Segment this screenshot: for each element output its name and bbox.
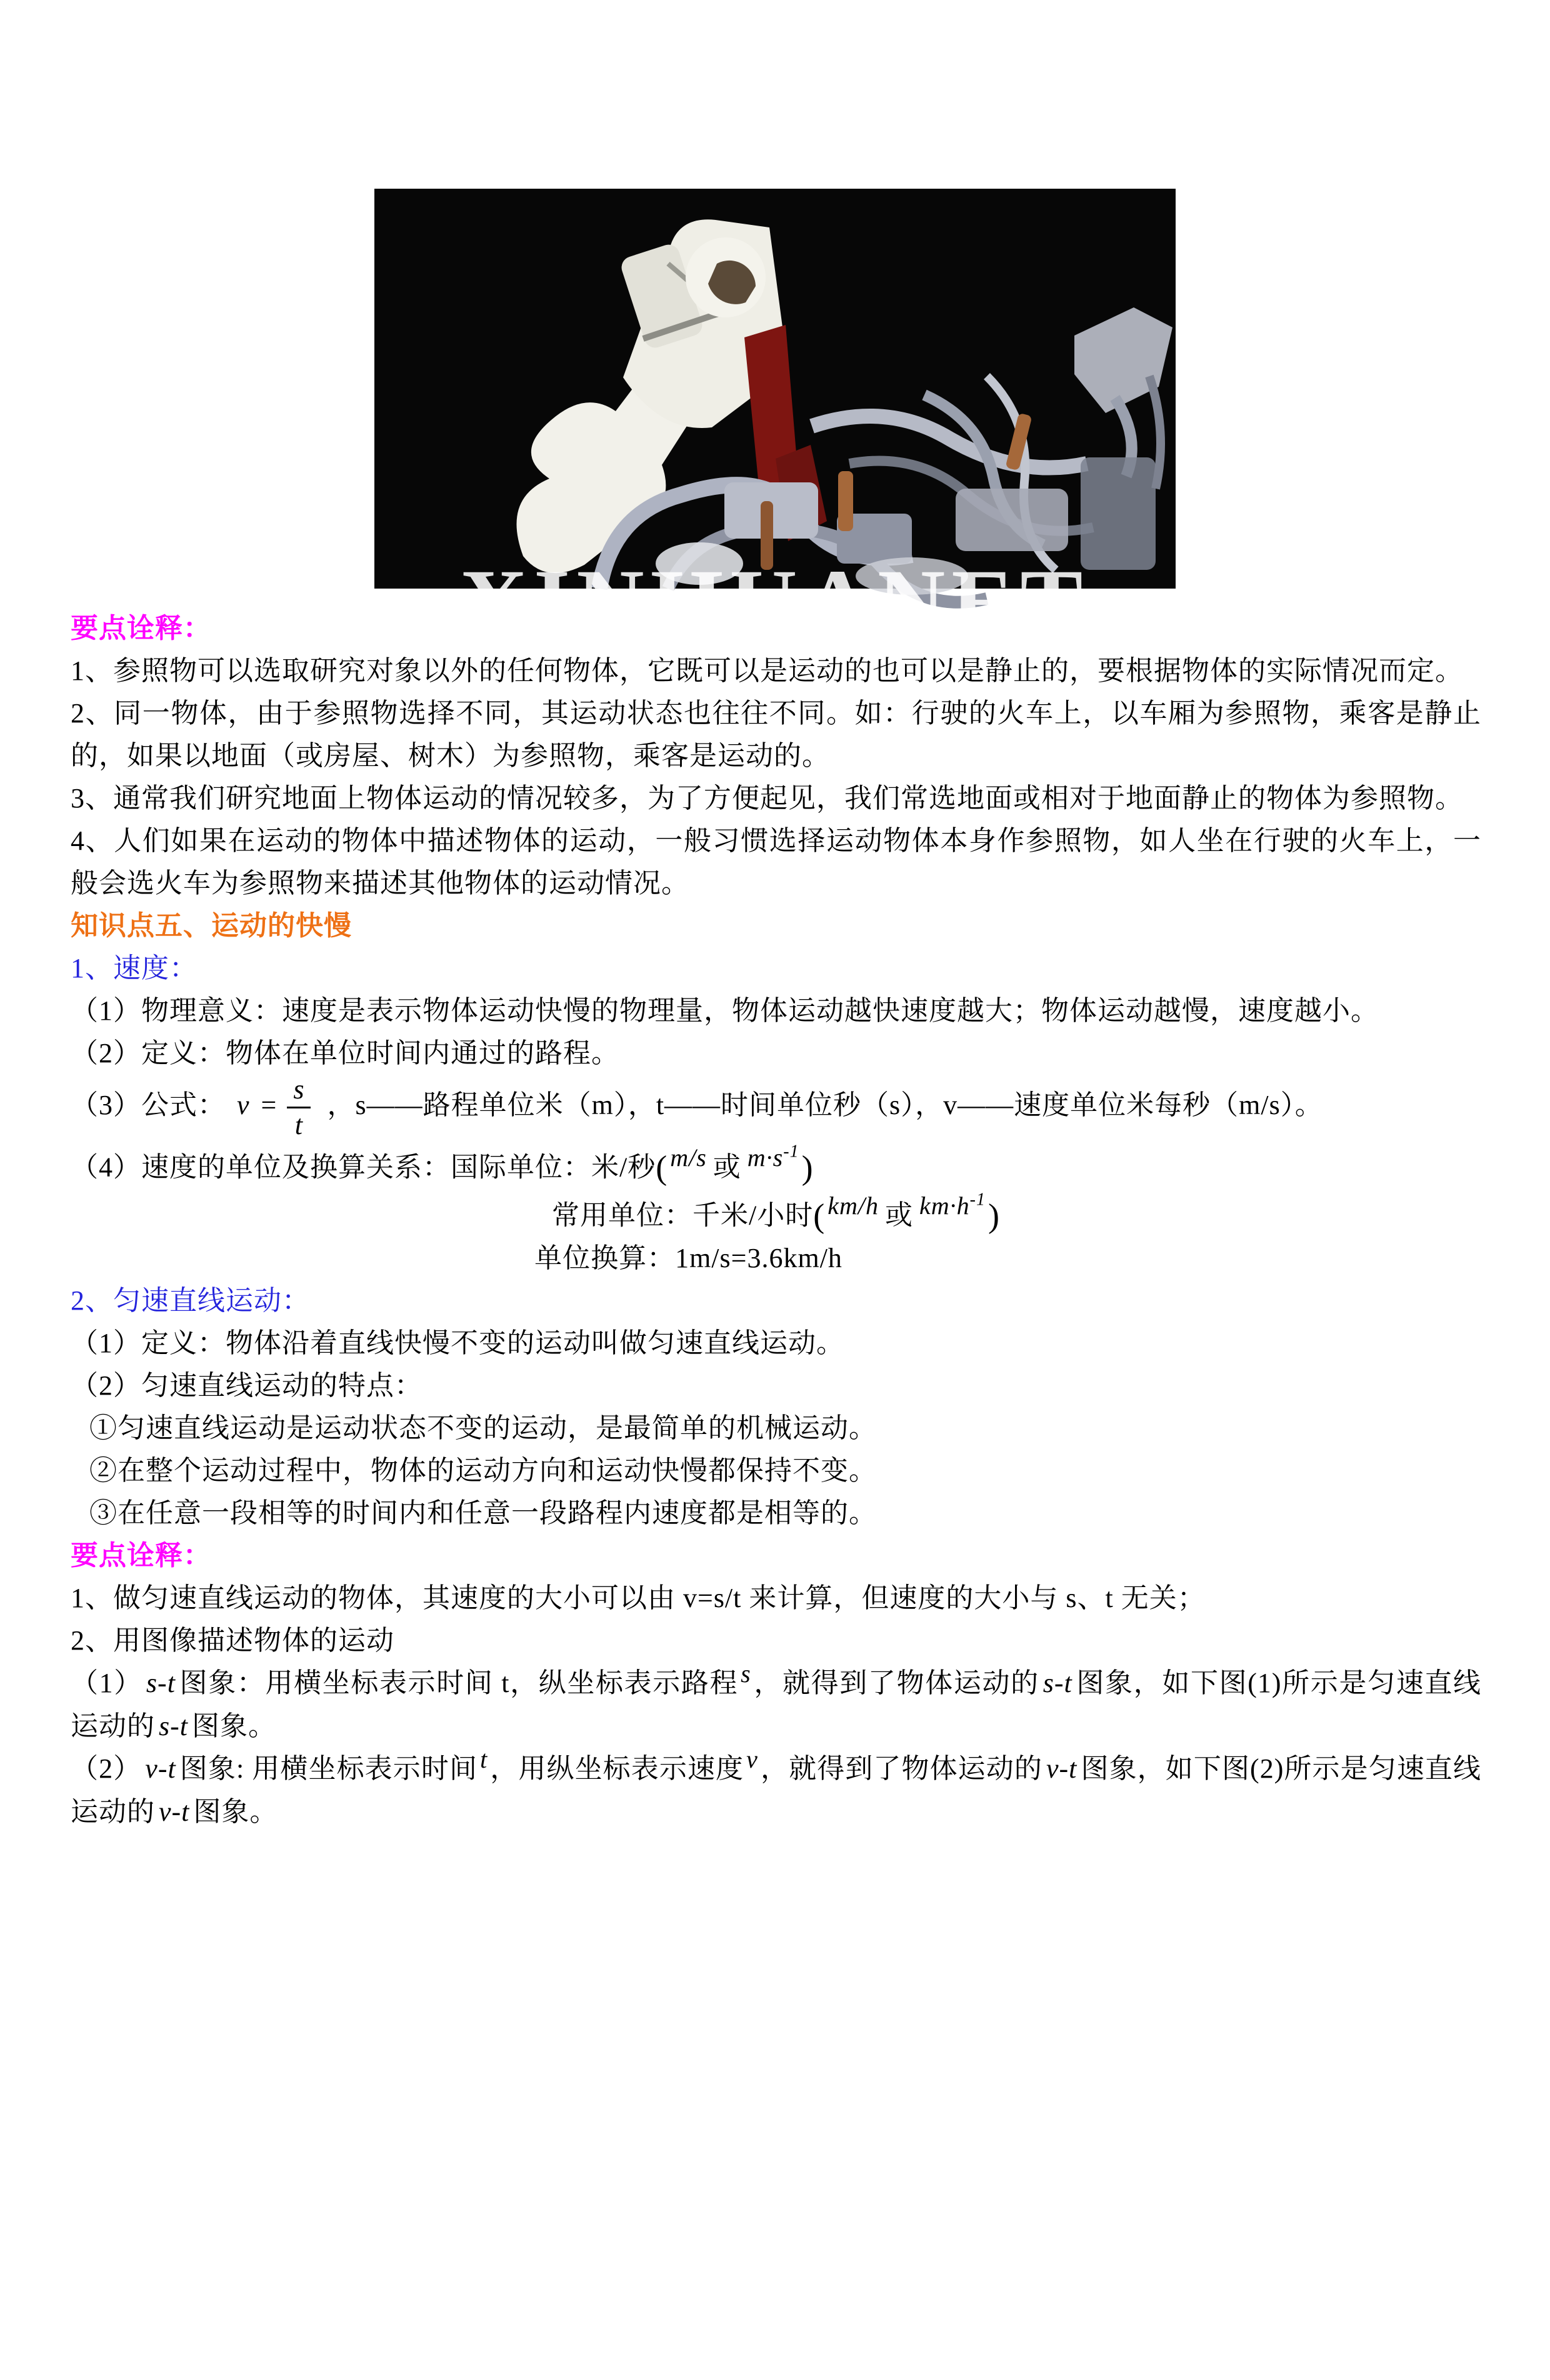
close-paren: ) [801,1148,814,1187]
formula-variable-v: v [237,1089,250,1120]
reference-note-3: 3、通常我们研究地面上物体运动的情况较多，为了方便起见，我们常选地面或相对于地面静止的物体为参照物。 [71,783,1463,814]
unit-km-h-inverse: $km\cdot h^{-1}$ [919,1190,986,1220]
uniform-definition: （1）定义：物体沿着直线快慢不变的运动叫做匀速直线运动。 [71,1328,844,1359]
document-body [71,607,1481,1833]
formula-label: （3）公式： [71,1089,226,1120]
st-graph-text-3: 图象，如下图(1)所示是匀速直线运动的 [71,1668,1481,1742]
speed-definition: （2）定义：物体在单位时间内通过的路程。 [71,1038,619,1068]
intl-units-label: （4）速度的单位及换算关系：国际单位：米/秒 [71,1152,656,1183]
st-graph-text-4: 图象。 [192,1711,276,1742]
key-points-heading-1: 要点诠释： [71,613,211,644]
st-math: s-t [146,1668,176,1699]
st-graph-text-2: ，就得到了物体运动的 [753,1668,1039,1699]
key-point-1: 1、做匀速直线运动的物体，其速度的大小可以由 v=s/t 来计算，但速度的大小与 s、t 无关； [71,1583,1206,1614]
or-word: 或 [885,1200,914,1231]
vt-graph-text-4: 图象，如下图(2)所示是匀速直线运动的 [71,1753,1482,1828]
uniform-motion-heading: 2、匀速直线运动： [71,1285,310,1317]
vt-math: v-t [159,1796,190,1828]
key-point-2: 2、用图像描述物体的运动 [71,1625,394,1656]
formula-fraction [287,1075,311,1141]
unit-m-s-inverse: $m\cdot s^{-1}$ [747,1142,799,1172]
vt-graph-paragraph [71,1745,1482,1833]
open-paren: ( [656,1148,668,1187]
unit-conversion: 单位换算：1m/s=3.6km/h [534,1243,842,1274]
reference-note-1: 1、参照物可以选取研究对象以外的任何物体，它既可以是运动的也可以是静止的，要根据物体的实际情况而定。 [71,655,1463,686]
speed-heading: 1、速度： [71,953,198,983]
unit-m-per-s: m/s [670,1143,707,1172]
reference-note-4: 4、人们如果在运动的物体中描述物体的运动，一般习惯选择运动物体本身作参照物，如人坐在行驶的火车上，一般会选火车为参照物来描述其他物体的运动情况。 [71,825,1481,899]
formula-explanation: ，s——路程单位米（m），t——时间单位秒（s），v——速度单位米每秒（m/s）。 [327,1089,1323,1120]
st-math: s-t [159,1711,188,1742]
vt-math: v-t [145,1753,176,1785]
uniform-features-title: （2）匀速直线运动的特点： [71,1370,422,1402]
fraction-denominator: t [294,1110,304,1141]
astronaut-spacewalk-photo [374,189,1176,654]
st-graph-text-1: 图象：用横坐标表示时间 t，纵坐标表示路程 [179,1668,739,1699]
uniform-feature-3: ③在任意一段相等的时间内和任意一段路程内速度都是相等的。 [89,1498,877,1529]
reference-note-2: 2、同一物体，由于参照物选择不同，其运动状态也往往不同。如：行驶的火车上，以车厢为参照物，乘客是静止的，如果以地面（或房屋、树木）为参照物，乘客是运动的。 [71,698,1481,771]
key-points-heading-2: 要点诠释： [71,1540,211,1571]
document-page [0,189,1550,2380]
vt-graph-text-5: 图象。 [193,1796,278,1828]
st-var-s: s [741,1660,751,1688]
speed-units-common [71,1189,1481,1237]
uniform-feature-1: ①匀速直线运动是运动状态不变的运动，是最简单的机械运动。 [89,1413,877,1444]
close-paren: ) [988,1197,1000,1235]
vt-graph-text-3: ，就得到了物体运动的 [760,1753,1042,1785]
st-graph-paragraph [71,1662,1481,1748]
uniform-feature-2: ②在整个运动过程中，物体的运动方向和运动快慢都保持不变。 [89,1455,877,1486]
speed-meaning: （1）物理意义：速度是表示物体运动快慢的物理量，物体运动越快速度越大；物体运动越慢，速度越小。 [71,995,1379,1026]
vt-graph-text-2: ，用纵坐标表示速度 [490,1753,744,1785]
vt-var-v: v [746,1745,758,1774]
knowledge-point-5-heading: 知识点五、运动的快慢 [71,910,352,941]
vt-graph-number: （2） [71,1753,142,1785]
vt-math: v-t [1046,1753,1078,1785]
or-word: 或 [712,1152,741,1183]
st-graph-number: （1） [71,1668,142,1699]
speed-units-intl [71,1141,1481,1189]
vt-var-t: t [480,1745,488,1774]
unit-km-per-h: km/h [828,1192,879,1220]
st-math: s-t [1042,1668,1072,1699]
photo-watermark-text: XINHUANET [459,550,1089,654]
vt-graph-text-1: 图象: 用横坐标表示时间 [179,1753,478,1785]
speed-formula [71,1075,1481,1141]
common-units-label: 常用单位：千米/小时 [552,1200,814,1231]
open-paren: ( [813,1197,826,1235]
formula-equals: = [261,1089,278,1120]
fraction-numerator: s [287,1075,311,1108]
